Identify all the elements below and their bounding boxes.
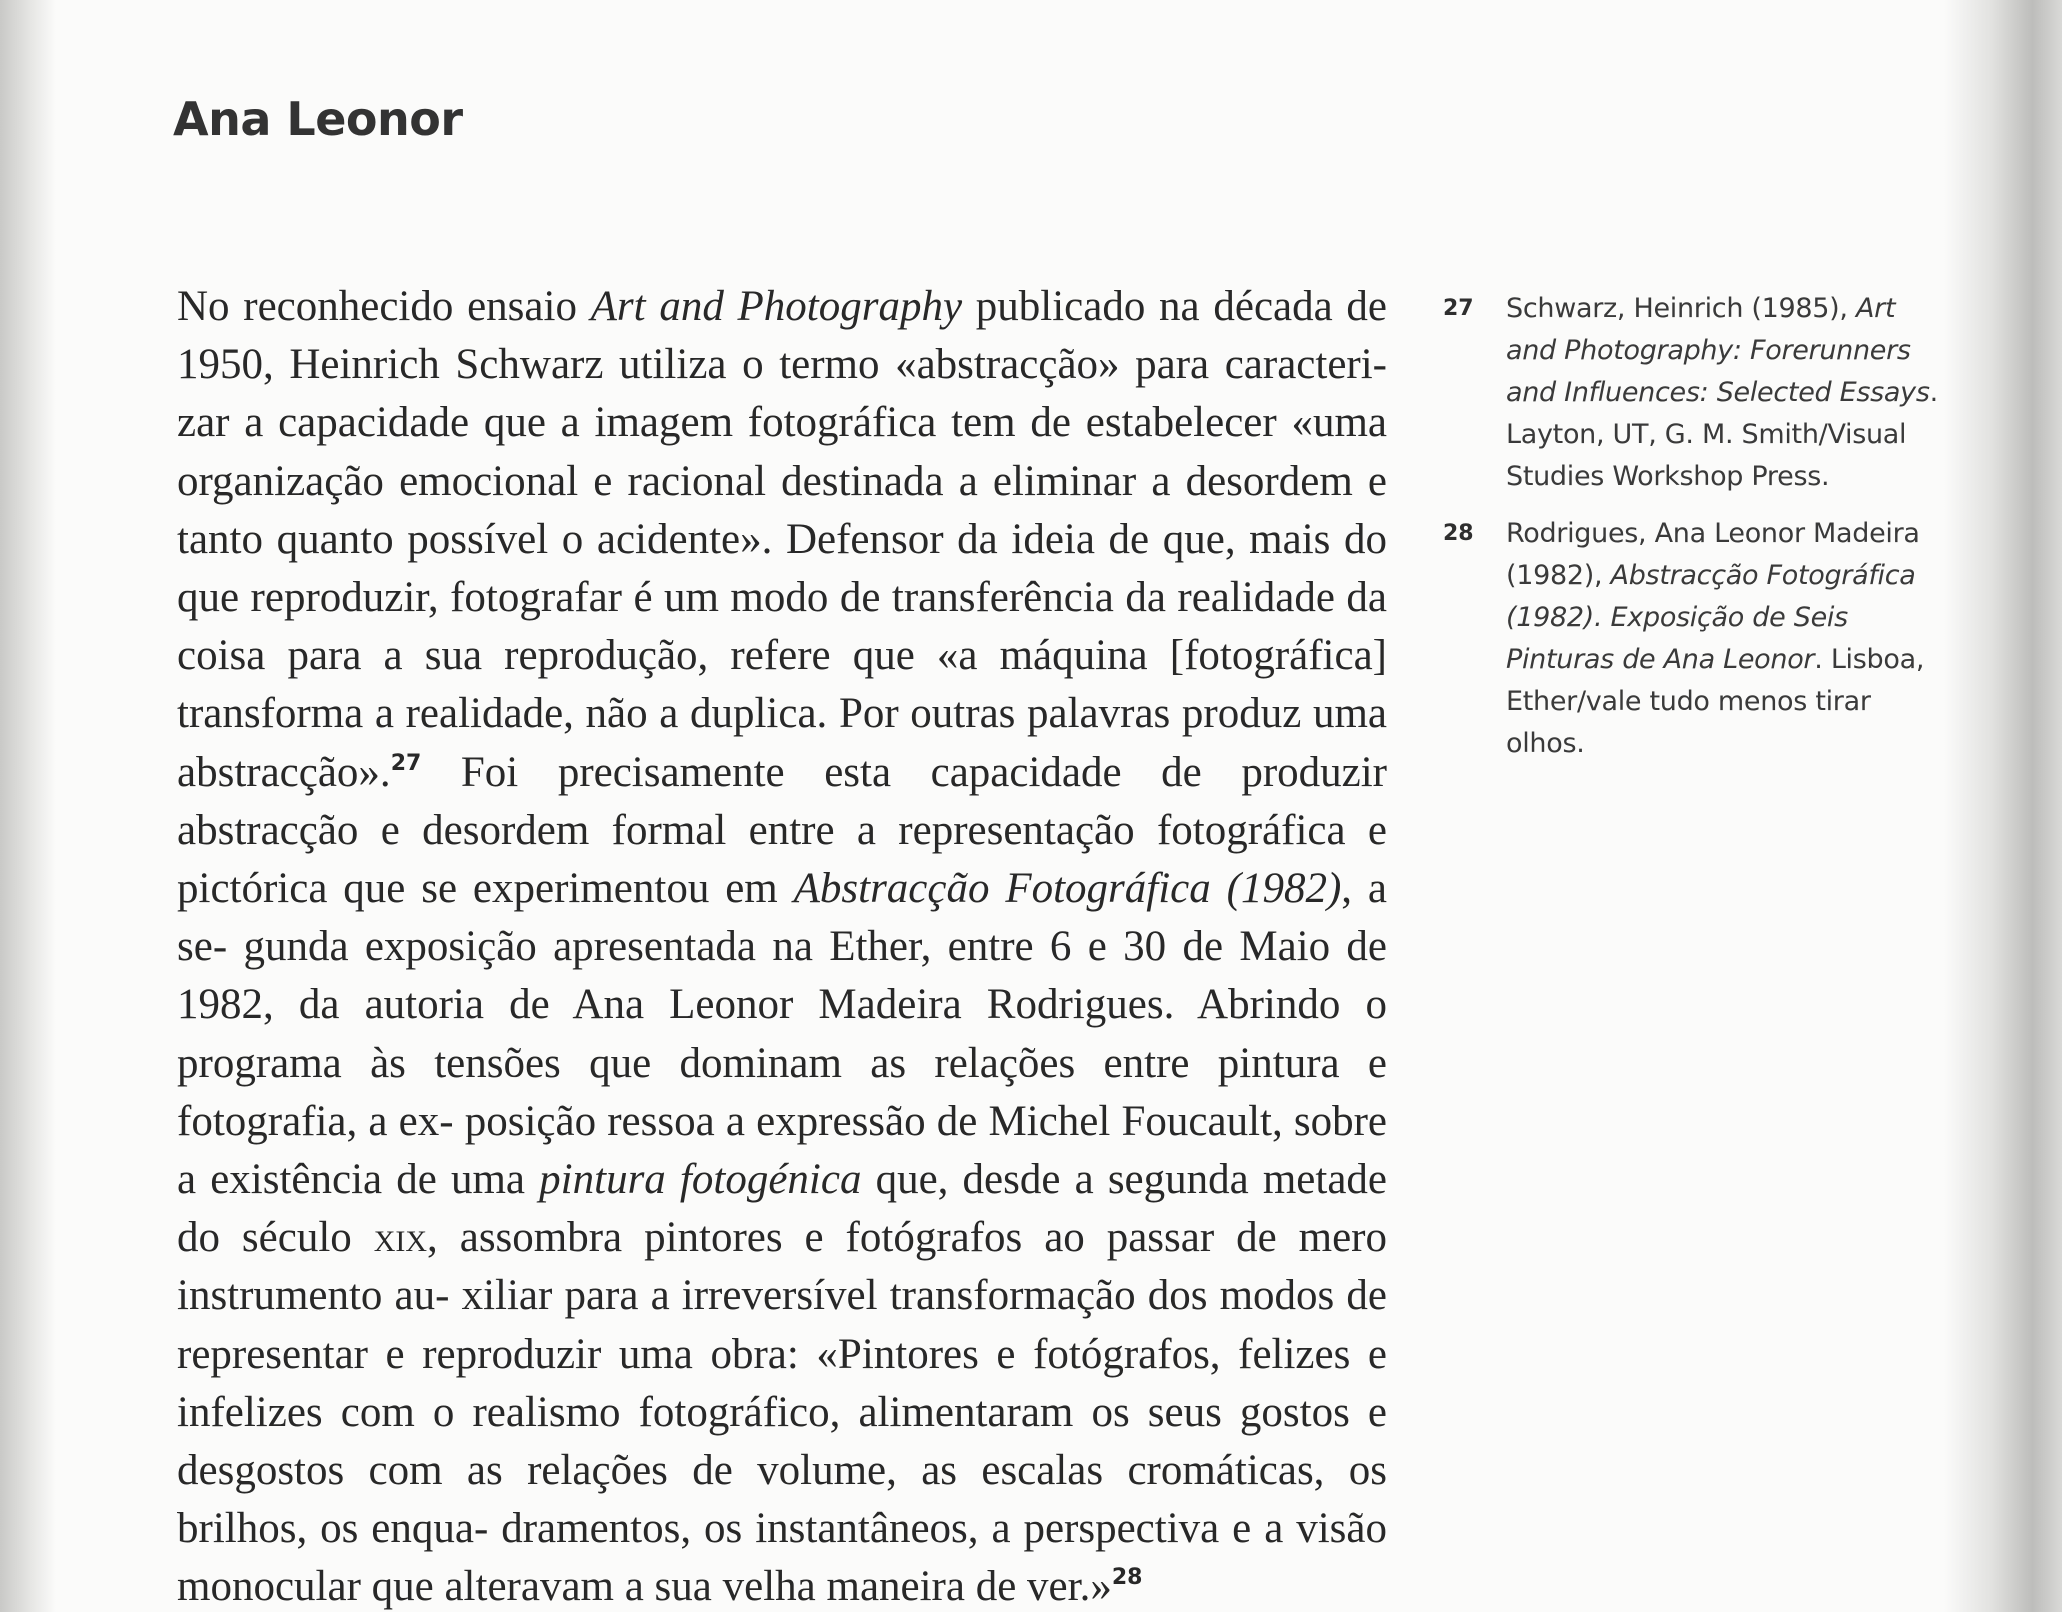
page-edge-shadow xyxy=(1944,0,2062,1612)
body-text-run: , assombra pintores e fotógrafos ao passar de mero instrumento au- xiliar para a irreversível transformação dos modos de representar e reproduzir uma obra: «Pintores e fotógrafos, felizes e infelizes com o realismo fotográfico, alimentaram os seus gostos e desgostos com as relações de volume, as escalas cromáticas, os brilhos, os enqua- dramentos, os instantâneos, a perspectiva e a visão monocular que alteravam a sua velha maneira de ver.» xyxy=(177,1214,1387,1611)
main-text-column xyxy=(177,278,1387,1612)
footnote-ref-27[interactable]: 27 xyxy=(390,750,422,776)
footnote-citation: Schwarz, Heinrich (1985), xyxy=(1506,293,1856,324)
body-text-run: Foi precisamente esta capacidade de produzir abstracção e desordem formal entre a representação fotográfica e pictórica que se experimentou em xyxy=(177,748,1387,913)
term-pintura-fotogenica: pintura fotogénica xyxy=(539,1156,862,1204)
footnote-ref-28[interactable]: 28 xyxy=(1111,1565,1143,1591)
footnote-number: 28 xyxy=(1443,521,1474,546)
body-paragraph xyxy=(177,278,1387,1612)
century-numeral: xix xyxy=(373,1214,428,1262)
body-text-run: No reconhecido ensaio xyxy=(177,283,591,330)
footnote-work-title: Abstracção Fotográfica (1982). Exposição de Seis Pinturas de Ana Leonor xyxy=(1506,560,1916,675)
sidenotes-column xyxy=(1443,288,1943,780)
footnote-work-title: Art and Photography: Forerunners and Influences: Selected Essays xyxy=(1506,293,1930,408)
footnote-publisher: . Layton, UT, G. M. Smith/Visual Studies Workshop Press. xyxy=(1506,377,1938,492)
body-text-run: , a se- gunda exposição apresentada na Ether, entre 6 e 30 de Maio de 1982, da autoria de Ana Leonor Madeira Rodrigues. Abrindo o programa às tensões que dominam as relações entre pintura e fotografia, a ex- posição ressoa a expressão de Michel Foucault, sobre a existência de uma xyxy=(177,865,1387,1204)
footnote-citation: Rodrigues, Ana Leonor Madeira (1982), xyxy=(1506,518,1920,591)
page-gutter-shadow xyxy=(0,0,56,1612)
body-text-run: publicado na década de 1950, Heinrich Schwarz utiliza o termo «abstracção» para caracteri- zar a capacidade que a imagem fotográfica tem de estabelecer «uma organização emocional e racional destinada a eliminar a desordem e tanto quanto possível o acidente». Defensor da ideia de que, mais do que reproduzir, fotografar é um modo de transferência da realidade da coisa para a sua reprodução, refere que «a máquina [fotográfica] transforma a realidade, não a duplica. Por outras palavras produz uma abstracção». xyxy=(177,283,1387,796)
work-title-art-and-photography: Art and Photography xyxy=(590,283,963,330)
footnote-text xyxy=(1506,513,1943,765)
section-title: Ana Leonor xyxy=(173,92,463,146)
footnote-number: 27 xyxy=(1443,296,1474,321)
footnote-publisher: . Lisboa, Ether/vale tudo menos tirar olhos. xyxy=(1506,644,1925,759)
footnote-text xyxy=(1506,288,1943,498)
body-text-run: que, desde a segunda metade do século xyxy=(177,1156,1388,1262)
footnote-28 xyxy=(1443,513,1943,765)
exhibition-title: Abstracção Fotográfica (1982) xyxy=(793,865,1342,913)
footnote-27 xyxy=(1443,288,1943,498)
